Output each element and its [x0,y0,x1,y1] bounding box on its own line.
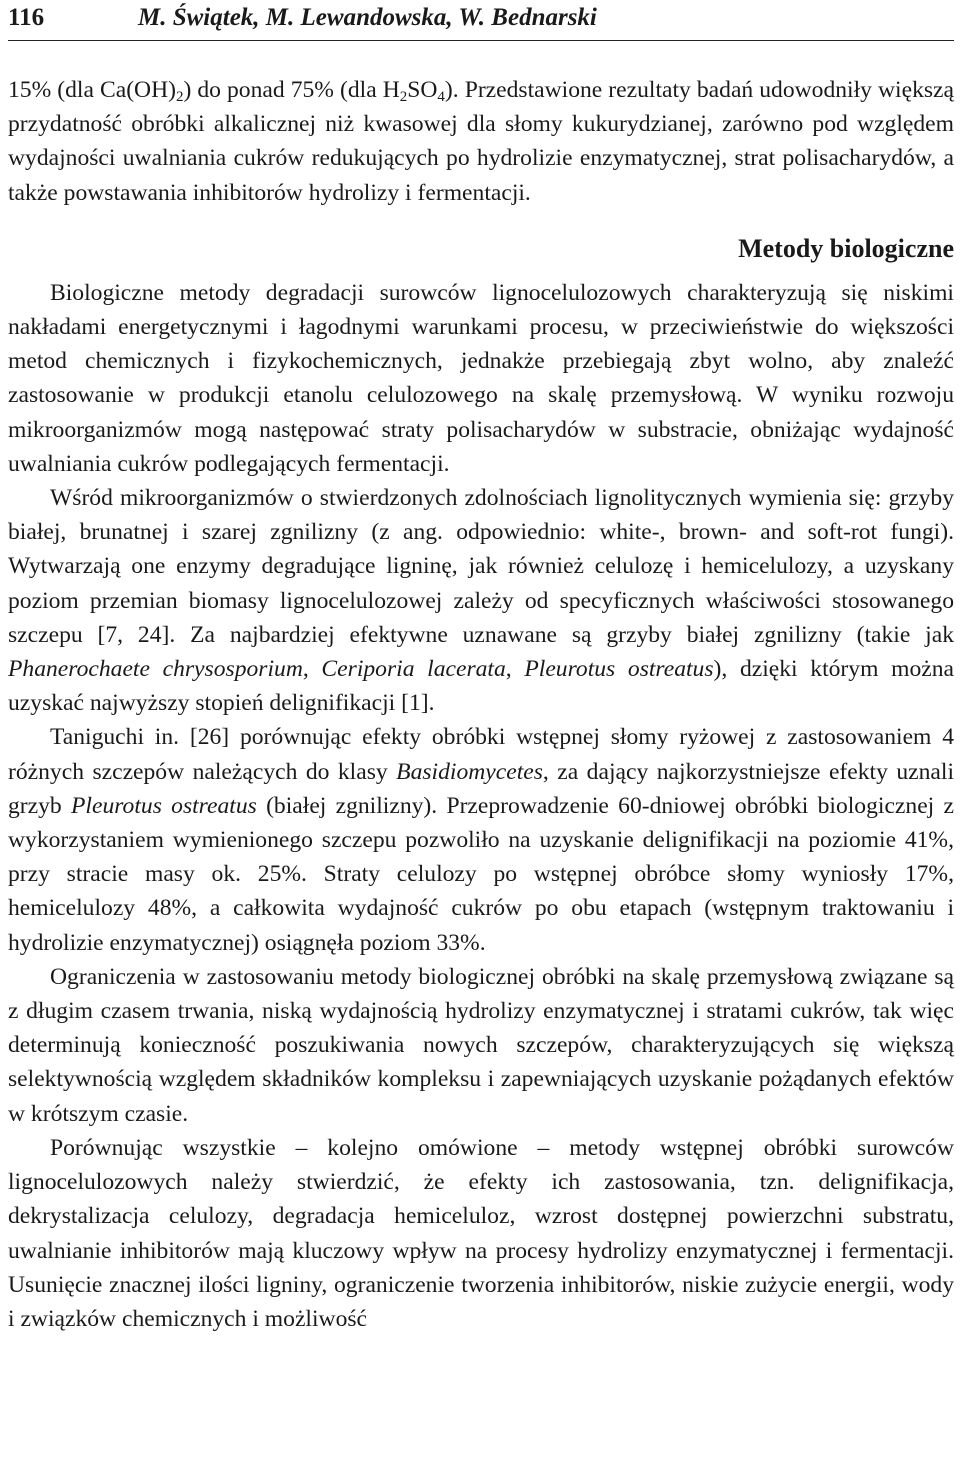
body-text [8,73,954,1336]
running-head-authors: M. Świątek, M. Lewandowska, W. Bednarski [138,4,597,31]
text-run: ), dzięki którym można uzyskać najwyższy stopień delignifikacji [1]. [8,656,954,717]
page [8,0,954,1336]
text-run: Wśród mikroorganizmów o stwierdzonych zdolnościach lignolitycznych wymienia się: grzyby białej, brunatnej i szarej zgnilizny (z ang. odpowiednio: white-, brown- and soft-rot fungi). Wytwarzają one enzymy degradujące ligninę, jak również celulozę i hemicelulozy, a uzyskany poziom przemian biomasy lignocelulozowej zależy od specyficznych właściwości stosowanego szczepu [7, 24]. Za najbardziej efektywne uznawane są grzyby białej zgnilizny (takie jak [8,485,954,648]
paragraph-2 [8,481,954,720]
text-run: , [505,656,525,683]
text-run: (białej zgnilizny). Przeprowadzenie 60-dniowej obróbki biologicznej z wykorzystaniem wymienionego szczepu pozwoliło na uzyskanie delignifikacji na poziomie 41%, przy stracie masy ok. 25%. Straty celulozy po wstępnej obróbce słomy wyniosły 17%, hemicelulozy 48%, a całkowita wydajność cukrów po obu etapach (wstępnym traktowaniu i hydrolizie enzymatycznej) osiągnęła poziom 33%. [8,792,954,956]
text-run: , za dający najkorzystniejsze efekty uznali grzyb [8,758,954,819]
text-run: ). Przedstawione rezultaty badań udowodniły większą przydatność obróbki alkalicznej niż kwasowej dla słomy kukurydzianej, zarówno pod względem wydajności uwalniania cukrów redukujących po hydrolizie enzymatycznej, strat polisacharydów, a także powstawania inhibitorów hydrolizy i fermentacji. [8,77,954,206]
species-name: Ceriporia lacerata [321,656,506,683]
text-run: ) do ponad 75% (dla H [183,77,400,103]
paragraph-3 [8,720,954,959]
paragraph-4: Ograniczenia w zastosowaniu metody biologicznej obróbki na skalę przemysłową związane są z długim czasem trwania, niską wydajnością hydrolizy enzymatycznej i stratami cukrów, tak więc determinują konieczność poszukiwania nowych szczepów, charakteryzujących się większą selektywnością względem składników kompleksu i zapewniających uzyskanie pożądanych efektów w krótszym czasie. [8,963,954,1127]
running-head [8,0,954,41]
taxon-name: Basidiomycetes [396,758,543,785]
text-run: Taniguchi in. [26] porównując efekty obróbki wstępnej słomy ryżowej z zastosowaniem 4 różnych szczepów należących do klasy [8,724,954,785]
species-name: Pleurotus ostreatus [524,656,714,683]
page-number: 116 [8,4,45,31]
species-name: Pleurotus ostreatus [71,792,257,819]
section-heading: Metody biologiczne [738,233,954,263]
text-run: SO [407,77,438,103]
subscript: 2 [176,89,184,105]
paragraph-5: Porównując wszystkie – kolejno omówione – metody wstępnej obróbki surowców lignocelulozowych należy stwierdzić, że efekty ich zastosowania, tzn. delignifikacja, dekrystalizacja celulozy, degradacja hemiceluloz, wzrost dostępnej powierzchni substratu, uwalnianie inhibitorów mają kluczowy wpływ na procesy hydrolizy enzymatycznej i fermentacji. Usunięcie znacznej ilości ligniny, ograniczenie tworzenia inhibitorów, niskie zużycie energii, wody i związków chemicznych i możliwość [8,1134,954,1332]
paragraph-intro [8,73,954,210]
subscript: 2 [399,89,408,105]
text-run: 15% (dla Ca(OH) [8,77,176,103]
subscript: 4 [437,89,445,105]
paragraph-1: Biologiczne metody degradacji surowców lignocelulozowych charakteryzują się niskimi nakładami energetycznymi i łagodnymi warunkami procesu, w przeciwieństwie do większości metod chemicznych i fizykochemicznych, jednakże przebiegają zbyt wolno, aby znaleźć zastosowanie w produkcji etanolu celulozowego na skalę przemysłową. W wyniku rozwoju mikroorganizmów mogą następować straty polisacharydów w substracie, obniżając wydajność uwalniania cukrów podlegających fermentacji. [8,279,954,477]
text-run: , [302,656,322,683]
species-name: Phanerochaete chrysosporium [8,656,303,683]
